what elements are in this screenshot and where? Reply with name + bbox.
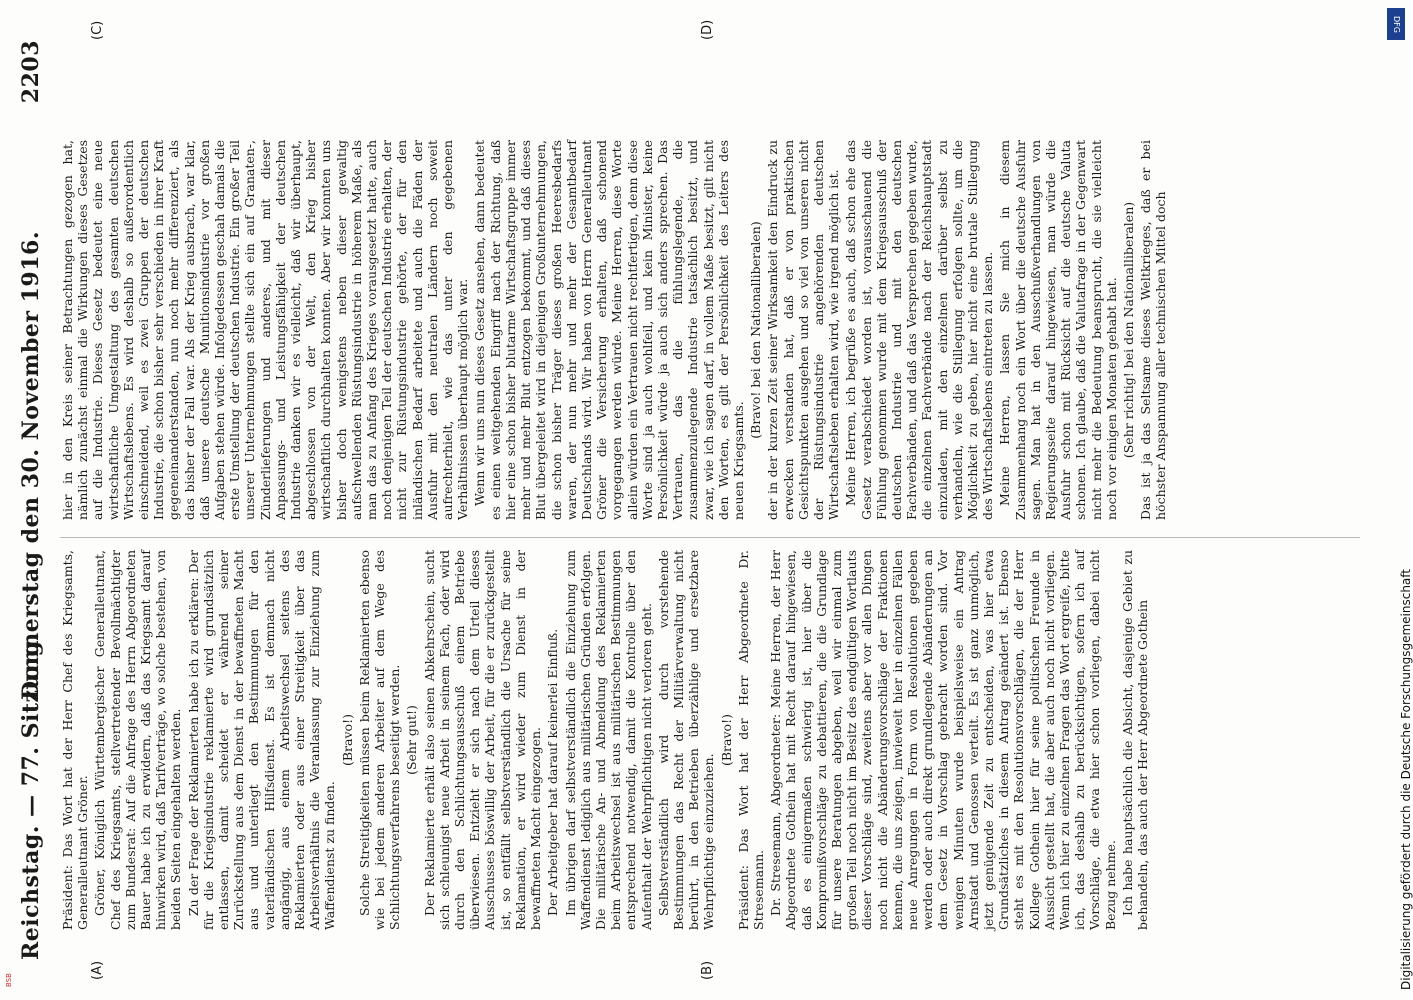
interjection: (Bravo! bei den Nationalliberalen) <box>748 221 764 439</box>
paragraph: Zu der Frage der Reklamierten habe ich zu erklären: Der für die Kriegsindustrie reklamierte wird grundsätzlich entlassen, damit scheidet er während seiner Zurückstellung aus dem Dienst in der bewaffneten Macht aus und unterliegt den Bestimmungen für den vaterländischen Hilfsdienst. Es ist demnach nicht angängig, aus einem Arbeitswechsel seitens des Reklamierten oder aus einer Streitigkeit über das Arbeitsverhältnis die Veranlassung zur Einziehung zum Waffendienst zu finden. <box>185 550 338 930</box>
paragraph: Das ist ja das Seltsame dieses Weltkrieges, daß er bei höchster Anspannung aller technischen Mittel doch <box>1138 140 1169 520</box>
dfg-logo: DFG <box>1387 8 1405 40</box>
interjection: (Bravo!) <box>718 714 734 766</box>
paragraph: Ich habe hauptsächlich die Absicht, dasjenige Gebiet zu behandeln, das auch der Herr Abgeordnete Gothein <box>1119 550 1151 930</box>
paragraph: Dr. Stresemann, Abgeordneter: Meine Herren, der Herr Abgeordnete Gothein hat mit Recht darauf hingewiesen, daß es einigermaßen schwierig ist, hier über die Kompromißvorschläge zu debattieren, die die Grundlage für unsere Beratungen abgeben, weil wir einmal zum großen Teil noch nicht im Besitz des endgültigen Wortlauts dieser Vorschläge sind, zweitens aber vor allen Dingen noch nicht die Abänderungsvorschläge der Fraktionen kennen, die uns zeigen, inwieweit hier in einzelnen Fällen neue Anregungen in Form von Resolutionen gegeben werden oder auch direkt grundlegende Abänderungen an dem Gesetz in Vorschlag gebracht worden sind. Vor wenigen Minuten wurde beispielsweise ein Antrag Arnstadt und Genossen verteilt. Es ist ganz unmöglich, jetzt genügende Zeit zu entscheiden, was hier etwa Grundsätzliches in diesem Antrag geändert ist. Ebenso steht es mit den Resolutionsvorschlägen, die der Herr Kollege Gothein hier für seine politischen Freunde in Aussicht gestellt hat, die aber auch noch nicht vorliegen. Wenn ich hier zu einzelnen Fragen das Wort ergreife, bitte ich, das deshalb zu berücksichtigen, sofern ich auf Vorschläge, die etwa hier schon vorliegen, dabei nicht Bezug nehme. <box>768 550 1118 930</box>
paragraph: Wenn wir uns nun dieses Gesetz ansehen, dann bedeutet es einen weitgehenden Eingriff nach der Richtung, daß hier eine schon bisher blutarme Wirtschaftsgruppe immer mehr und mehr Blut entzogen bekommt, und daß dieses Blut übergeleitet wird in diejenigen Großunternehmungen, die schon bisher Träger dieses großen Heeresbedarfs waren, der nun mehr und mehr der Gesamtbedarf Deutschlands wird. Wir haben von Herrn Generalleutnant Gröner die Versicherung erhalten, daß schonend vorgegangen werden würde. Meine Herren, diese Worte allein würden ein Vertrauen nicht rechtfertigen, denn diese Worte sind ja auch wohlfeil, und kein Minister, keine Persönlichkeit würde ja auch sich anders sprechen. Das Vertrauen, das die fühlungslegende, die zusammenzulegende Industrie tatsächlich besitzt, und zwar, wie ich sagen darf, in vollem Maße besitzt, gilt nicht den Worten, es gilt der Persönlichkeit des Leiters des neuen Kriegsamts. <box>472 140 746 520</box>
page-header <box>14 20 48 980</box>
header-left: Reichstag. — 77. Sitzung. <box>18 632 44 960</box>
marker-b: (B) <box>700 960 715 980</box>
paragraph: Solche Streitigkeiten müssen beim Reklamierten ebenso wie bei jedem anderen Arbeiter auf dem Wege des Schlichtungsverfahrens beseitigt werden. <box>356 550 403 930</box>
column-left <box>60 550 1152 930</box>
interjection: (Sehr gut!) <box>404 705 420 775</box>
paragraph: Der Reklamierte erhält also seinen Abkehrschein, sucht sich schleunigst neue Arbeit in seinem Fach, oder wird durch den Schlichtungsausschuß einem Betriebe überwiesen. Entzieht er sich nach dem Urteil dieses Ausschusses böswillig der Arbeit, für die er zurückgestellt ist, so entfällt selbstverständlich die Ursache für seine Reklamation, er wird wieder zum Dienst in der bewaffneten Macht eingezogen. <box>421 550 544 930</box>
column-right <box>60 140 1171 520</box>
interjection: (Bravo!) <box>339 714 355 766</box>
marker-a: (A) <box>90 960 105 980</box>
header-center: Donnerstag den 30. November 1916. <box>18 230 44 700</box>
paragraph: Gröner, Königlich Württembergischer Generalleutnant, Chef des Kriegsamts, stellvertretender Bevollmächtigter zum Bundesrat: Auf die Anfrage des Herrn Abgeordneten Bauer habe ich zu erwidern, daß das Kriegsamt darauf hinwirken wird, daß Tarifverträge, wo solche bestehen, von beiden Seiten eingehalten werden. <box>92 550 184 930</box>
page-number: 2203 <box>18 40 44 104</box>
paragraph: hier in den Kreis seiner Betrachtungen gezogen hat, nämlich zunächst einmal die Wirkungen dieses Gesetzes auf die Industrie. Dieses Gesetz bedeutet eine neue wirtschaftliche Umgestaltung des gesamten deutschen Wirtschaftslebens. Es wird deshalb so außerordentlich einschneidend, weil es zwei Gruppen der deutschen Industrie, die schon bisher sehr verschieden in ihrer Kraft gegeneinanderstanden, nun noch mehr differenziert, als das bisher der Fall war. Als der Krieg ausbrach, war klar, daß unsere deutsche Munitionsindustrie vor großen Aufgaben stehen würde. Infolgedessen geschah damals die erste Umstellung der deutschen Industrie. Ein großer Teil unserer Unternehmungen stellte sich ein auf Granaten-, Zünderlieferungen und anderes, und mit dieser Anpassungs- und Leistungsfähigkeit der deutschen Industrie danken wir es vielleicht, daß wir überhaupt, abgeschlossen von der Welt, den Krieg bisher wirtschaftlich durchhalten konnten. Aber wir konnten uns bisher doch wenigstens neben dieser gewaltig aufschwellenden Rüstungsindustrie in höherem Maße, als man das zu Anfang des Krieges vorausgesetzt hatte, auch noch denjenigen Teil der deutschen Industrie erhalten, der nicht zur Rüstungsindustrie gehörte, der für den inländischen Bedarf arbeitete und auch die Fäden der Ausfuhr mit den neutralen Ländern noch soweit aufrechterhielt, wie das unter den gegebenen Verhältnissen überhaupt möglich war. <box>60 140 471 520</box>
interjection: (Sehr richtig! bei den Nationalliberalen) <box>1121 201 1137 459</box>
paragraph: Der Arbeitgeber hat darauf keinerlei Einfluß. <box>545 628 561 916</box>
paragraph: der in der kurzen Zeit seiner Wirksamkeit den Eindruck zu erwecken verstanden hat, daß er von praktischen Gesichtspunkten ausgehen und so viel von unseren nicht der Rüstungsindustrie angehörenden deutschen Wirtschaftsleben erhalten wird, wie irgend möglich ist. <box>765 140 842 520</box>
marker-c: (C) <box>90 20 105 40</box>
marker-d: (D) <box>700 19 715 40</box>
column-divider <box>60 537 1360 538</box>
digitization-sidebar <box>1385 0 1413 1000</box>
digitization-credit: Digitalisierung gefördert durch die Deutsche Forschungsgemeinschaft <box>1399 568 1413 990</box>
paragraph: Meine Herren, lassen Sie mich in diesem Zusammenhang noch ein Wort über die deutsche Ausfuhr sagen. Man hat in den Ausschußverhandlungen von Regierungsseite darauf hingewiesen, man würde die Ausfuhr schon mit Rücksicht auf die deutsche Valuta schonen. Ich glaube, daß die Valutafrage in der Gegenwart nicht mehr die Bedeutung beansprucht, die sie vielleicht noch vor einigen Monaten gehabt hat. <box>997 140 1119 520</box>
paragraph: Meine Herren, ich begrüße es auch, daß schon ehe das Gesetz verabschiedet worden ist, vorausschauend die Fühlung genommen wurde mit dem Kriegsausschuß der deutschen Industrie und mit den deutschen Fachverbänden, und daß das Versprechen gegeben wurde, die einzelnen Fachverbände nach der Reichshauptstadt einzuladen, mit den einzelnen darüber selbst zu verhandeln, wie die Stillegung erfolgen sollte, um die Möglichkeit zu geben, hier nicht eine brutale Stillegung des Wirtschaftslebens eintreten zu lassen. <box>843 140 996 520</box>
paragraph: Selbstverständlich wird durch vorstehende Bestimmungen das Recht der Militärverwaltung nicht berührt, in den Betrieben überzählige und ersetzbare Wehrpflichtige einzuziehen. <box>655 550 717 930</box>
paragraph: Präsident: Das Wort hat der Herr Abgeordnete Dr. Stresemann. <box>735 550 766 930</box>
paragraph: Präsident: Das Wort hat der Herr Chef des Kriegsamts, Generalleutnant Gröner. <box>60 550 91 930</box>
paragraph: Im übrigen darf selbstverständlich die Einziehung zum Waffendienst lediglich aus militärischen Gründen erfolgen. Die militärische An- und Abmeldung des Reklamierten beim Arbeitswechsel ist aus militärischen Bestimmungen entsprechend notwendig, damit die Kontrolle über den Aufenthalt der Wehrpflichtigen nicht verloren geht. <box>562 550 654 930</box>
bsb-stamp: BSB <box>4 973 13 987</box>
